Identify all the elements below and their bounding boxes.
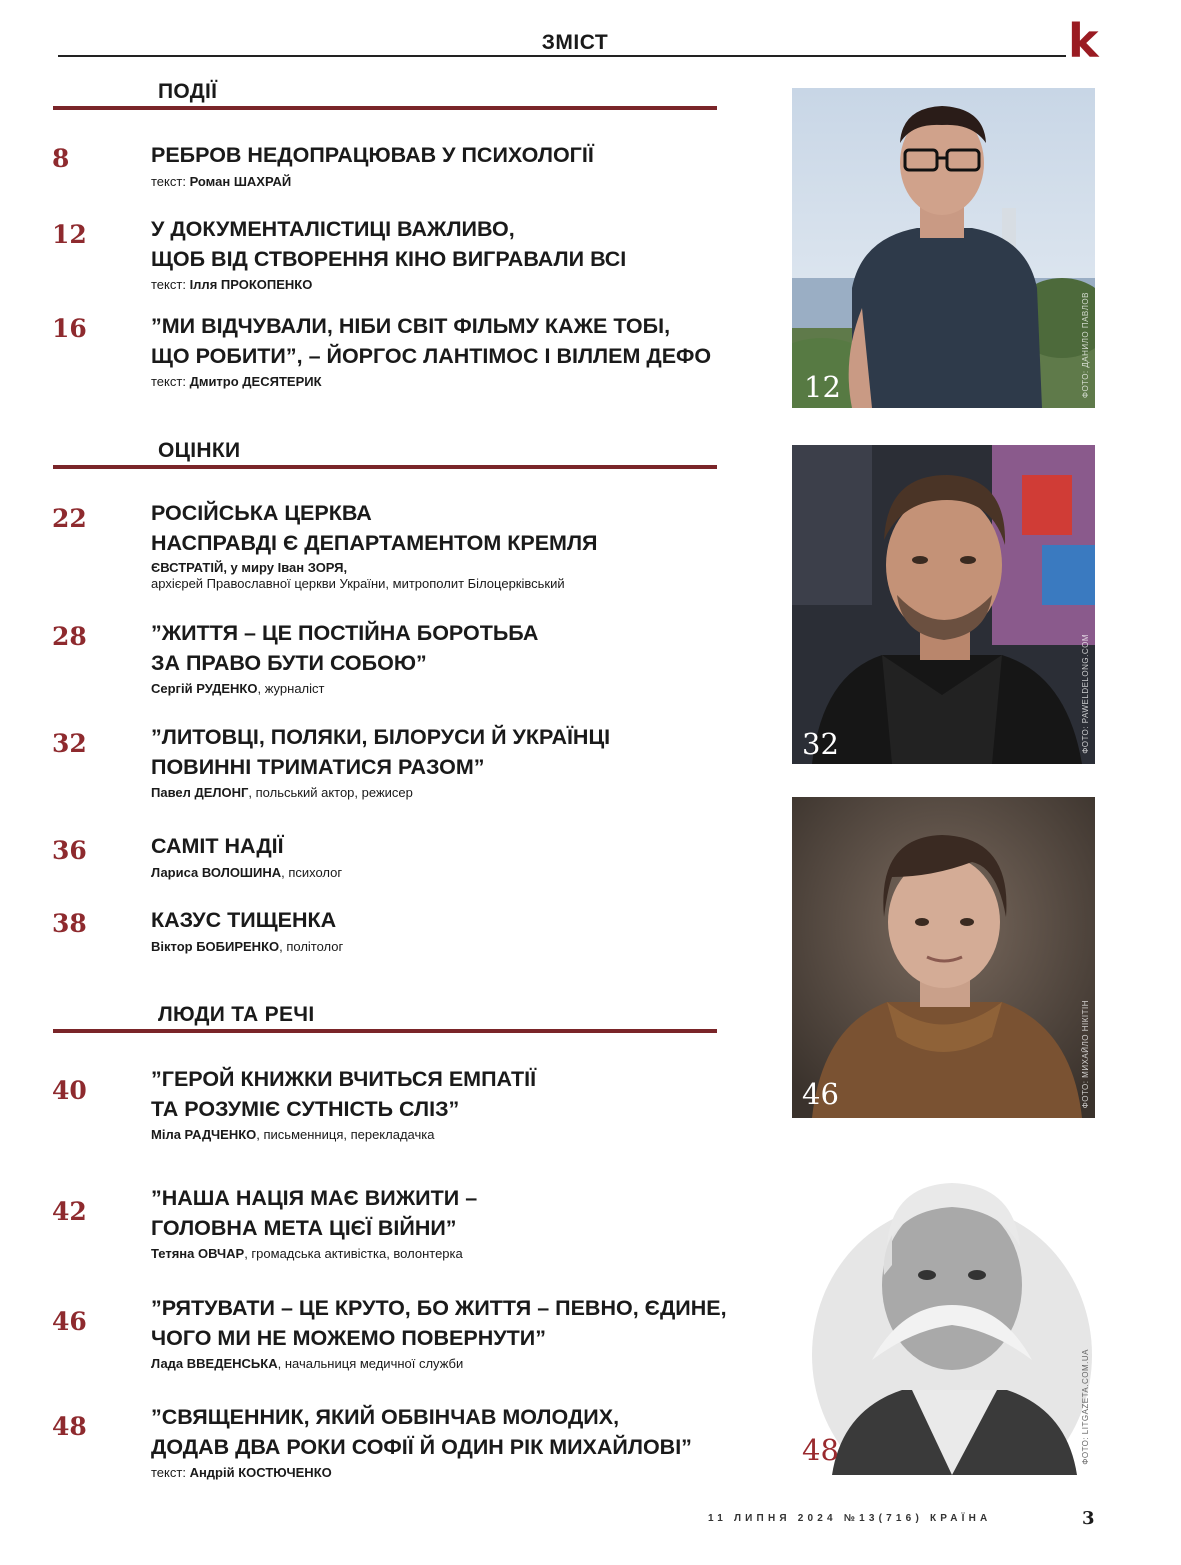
toc-entry[interactable]: [151, 832, 731, 881]
entry-headline: ”НАША НАЦІЯ МАЄ ВИЖИТИ –: [151, 1186, 478, 1210]
toc-entry[interactable]: [151, 312, 731, 390]
page-title: ЗМІСТ: [541, 31, 609, 54]
entry-byline: ЄВСТРАТІЙ, у миру Іван ЗОРЯ,: [151, 560, 348, 575]
entry-page-number: 28: [52, 622, 87, 651]
entry-headline: РОСІЙСЬКА ЦЕРКВА: [151, 501, 372, 525]
photo-credit: ФОТО: МИХАЙЛО НІКІТІН: [1081, 999, 1090, 1108]
entry-byline: текст: Дмитро ДЕСЯТЕРИК: [151, 374, 322, 389]
entry-headline: САМІТ НАДІЇ: [151, 834, 284, 858]
toc-entry[interactable]: [151, 215, 731, 293]
entry-page-number: 48: [52, 1412, 87, 1441]
entry-page-number: 40: [52, 1076, 87, 1105]
photo-page-label: 32: [802, 727, 839, 761]
entry-headline: ЩОБ ВІД СТВОРЕННЯ КІНО ВИГРАВАЛИ ВСІ: [151, 246, 627, 271]
portrait-illustration: [792, 88, 1095, 408]
toc-entry[interactable]: [151, 1294, 731, 1372]
entry-page-number: 38: [52, 909, 87, 938]
toc-entry[interactable]: [151, 499, 731, 591]
toc-entry[interactable]: [151, 906, 731, 955]
entry-page-number: 42: [52, 1197, 87, 1226]
photo-page-48[interactable]: [792, 1155, 1095, 1475]
entry-headline: ”РЯТУВАТИ – ЦЕ КРУТО, БО ЖИТТЯ – ПЕВНО, ЄДИНЕ,: [151, 1296, 727, 1320]
entry-headline: ЩО РОБИТИ”, – ЙОРГОС ЛАНТІМОС І ВІЛЛЕМ ДЕФО: [151, 343, 712, 368]
photo-page-32[interactable]: [792, 445, 1095, 764]
entry-byline: Тетяна ОВЧАР, громадська активістка, волонтерка: [151, 1246, 463, 1261]
entry-headline: ”ЛИТОВЦІ, ПОЛЯКИ, БІЛОРУСИ Й УКРАЇНЦІ: [151, 725, 611, 749]
entry-page-number: 12: [52, 220, 87, 249]
entry-headline: НАСПРАВДІ Є ДЕПАРТАМЕНТОМ КРЕМЛЯ: [151, 530, 598, 555]
toc-entry[interactable]: [151, 1403, 731, 1481]
entry-headline: ”СВЯЩЕННИК, ЯКИЙ ОБВІНЧАВ МОЛОДИХ,: [151, 1405, 620, 1429]
entry-page-number: 22: [52, 504, 87, 533]
entry-headline: КАЗУС ТИЩЕНКА: [151, 908, 337, 932]
portrait-illustration: [792, 1155, 1095, 1475]
portrait-illustration: [792, 797, 1095, 1118]
entry-byline: Лада ВВЕДЕНСЬКА, начальниця медичної служби: [151, 1356, 464, 1371]
toc-entry[interactable]: [151, 619, 731, 697]
entry-headline: ТА РОЗУМІЄ СУТНІСТЬ СЛІЗ”: [151, 1096, 460, 1121]
photo-credit: ФОТО: LITGAZETA.COM.UA: [1081, 1349, 1090, 1465]
entry-headline: ПОВИННІ ТРИМАТИСЯ РАЗОМ”: [151, 754, 485, 779]
entry-headline: ГОЛОВНА МЕТА ЦІЄЇ ВІЙНИ”: [151, 1215, 457, 1240]
entry-headline: ”ЖИТТЯ – ЦЕ ПОСТІЙНА БОРОТЬБА: [151, 621, 539, 645]
entry-headline: ЧОГО МИ НЕ МОЖЕМО ПОВЕРНУТИ”: [151, 1325, 546, 1350]
portrait-illustration: [792, 445, 1095, 764]
entry-byline: Віктор БОБИРЕНКО, політолог: [151, 938, 344, 954]
magazine-logo: k: [1068, 14, 1099, 68]
photo-credit: ФОТО: ДАНИЛО ПАВЛОВ: [1081, 291, 1090, 398]
section-rule: [53, 106, 717, 110]
entry-headline: ”ГЕРОЙ КНИЖКИ ВЧИТЬСЯ ЕМПАТІЇ: [151, 1067, 537, 1091]
entry-headline: У ДОКУМЕНТАЛІСТИЦІ ВАЖЛИВО,: [151, 217, 515, 241]
toc-entry[interactable]: [151, 1184, 731, 1262]
entry-headline: ”МИ ВІДЧУВАЛИ, НІБИ СВІТ ФІЛЬМУ КАЖЕ ТОБІ,: [151, 314, 671, 338]
section-rule: [53, 1029, 717, 1033]
toc-entry[interactable]: [151, 723, 731, 801]
entry-page-number: 32: [52, 729, 87, 758]
section-title-lyudy: ЛЮДИ ТА РЕЧІ: [158, 1003, 315, 1026]
photo-page-46[interactable]: [792, 797, 1095, 1118]
entry-byline-role: архієрей Православної церкви України, митрополит Білоцерківський: [151, 576, 565, 591]
entry-headline: РЕБРОВ НЕДОПРАЦЮВАВ У ПСИХОЛОГІЇ: [151, 143, 594, 167]
entry-byline: Міла РАДЧЕНКО, письменниця, перекладачка: [151, 1127, 435, 1142]
photo-page-12[interactable]: [792, 88, 1095, 408]
page-number: 3: [1082, 1508, 1095, 1529]
entry-page-number: 46: [52, 1307, 87, 1336]
photo-page-label: 48: [802, 1433, 839, 1467]
photo-credit: ФОТО: PAWELDELONG.COM: [1081, 634, 1090, 754]
entry-byline: Лариса ВОЛОШИНА, психолог: [151, 864, 343, 880]
entry-page-number: 16: [52, 314, 87, 343]
section-title-podii: ПОДІЇ: [158, 80, 218, 103]
entry-byline: текст: Андрій КОСТЮЧЕНКО: [151, 1465, 332, 1480]
header-rule: [58, 55, 1066, 57]
entry-byline: Павел ДЕЛОНГ, польський актор, режисер: [151, 785, 413, 800]
photo-page-label: 46: [802, 1077, 839, 1111]
toc-entry[interactable]: [151, 141, 731, 190]
entry-headline: ЗА ПРАВО БУТИ СОБОЮ”: [151, 650, 427, 675]
entry-byline: текст: Ілля ПРОКОПЕНКО: [151, 277, 313, 292]
entry-byline: Сергій РУДЕНКО, журналіст: [151, 681, 325, 696]
section-rule: [53, 465, 717, 469]
section-title-otsinky: ОЦІНКИ: [158, 439, 241, 462]
photo-page-label: 12: [804, 370, 841, 404]
toc-entry[interactable]: [151, 1065, 731, 1143]
entry-byline: текст: Роман ШАХРАЙ: [151, 173, 292, 189]
entry-headline: ДОДАВ ДВА РОКИ СОФІЇ Й ОДИН РІК МИХАЙЛОВІ”: [151, 1434, 692, 1459]
footer-issue: 11 ЛИПНЯ 2024 №13(716) КРАЇНА: [708, 1513, 992, 1524]
entry-page-number: 8: [52, 144, 70, 173]
entry-page-number: 36: [52, 836, 87, 865]
